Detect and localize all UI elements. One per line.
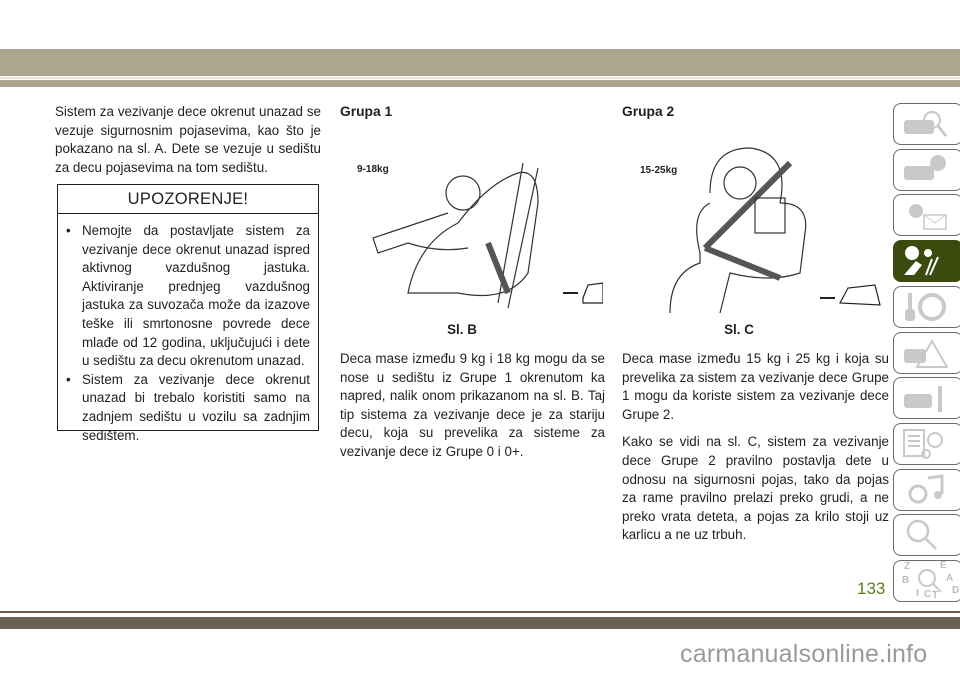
warning-item: • Nemojte da postavljate sistem za vezivanje dece okrenut unazad ispred aktivnog vazdušnog jastuka. Aktiviranje prednjeg vazdušnog jastuka za suvozača može da izazove teške ili smrtonosne povrede dece mlađe od 12 godina, uključujući i dete u sedištu za decu okrenutom unazad. — [66, 222, 310, 371]
search-icon[interactable] — [893, 514, 960, 556]
index-letter: A — [946, 573, 954, 584]
heading-group-2: Grupa 2 — [622, 104, 675, 119]
index-letter: E — [940, 560, 947, 571]
index-letter: I — [916, 588, 919, 599]
specifications-gear-icon[interactable] — [893, 423, 960, 465]
warning-item: • Sistem za vezivanje dece okrenut unazad bi trebalo koristiti samo na zadnjem sedištu u vozilu sa zadnjim sedištem. — [66, 371, 310, 445]
header-divider — [0, 77, 960, 79]
warning-box — [57, 184, 319, 443]
magnifier-icon — [916, 567, 946, 597]
car-search-icon[interactable] — [893, 103, 960, 145]
index-search-icon[interactable] — [893, 560, 960, 602]
column-2 — [340, 103, 605, 136]
car-service-icon[interactable] — [893, 377, 960, 419]
figure-group-1 — [348, 143, 603, 337]
car-info-icon[interactable] — [893, 149, 960, 191]
intro-paragraph: Sistem za vezivanje dece okrenut unazad se vezuje sigurnosnim pojasevima, kao što je pokazano na sl. A. Dete se vezuje u sedištu za decu pojasevima na tom sedištu. — [55, 104, 321, 175]
group-2-paragraph-1: Deca mase između 15 kg i 25 kg i koja su prevelika za sistem za vezivanje dece Grupe 1 mogu da koriste sistem za vezivanje dece Grupe 2. — [622, 351, 889, 422]
column-3-body — [622, 350, 889, 554]
group-1-paragraph: Deca mase između 9 kg i 18 kg mogu da se nose u sedištu iz Grupe 1 okrenutom ka napred, nalik onom prikazanom na sl. B. Taj tip sistema za vezivanje dece je za stariju decu, koja su prevelika za sisteme za vezivanje dece iz Grupe 0 i 0+. — [340, 351, 605, 459]
page-number: 133 — [857, 579, 886, 598]
airbag-seat-safety-icon[interactable] — [893, 240, 960, 282]
warning-title: UPOZORENJE! — [58, 185, 318, 214]
index-letter: D — [952, 585, 960, 596]
multimedia-icon[interactable] — [893, 469, 960, 511]
column-2-body — [340, 350, 605, 471]
car-emergency-icon[interactable] — [893, 332, 960, 374]
figure-caption: Sl. B — [447, 322, 477, 337]
index-letter: C — [924, 589, 932, 600]
figure-caption: Sl. C — [724, 322, 754, 337]
warning-light-message-icon[interactable] — [893, 194, 960, 236]
group-2-paragraph-2: Kako se vidi na sl. C, sistem za vezivanje dece Grupe 2 pravilno postavlja dete u odnosu na sigurnosni pojas, tako da pojas za rame pravilno prelazi preko grudi, a ne preko vrata deteta, a pojas za krilo stoji uz karlicu a ne uz trbuh. — [622, 434, 889, 543]
index-letter: B — [902, 575, 910, 586]
column-1 — [55, 103, 321, 186]
header-band-lower — [0, 80, 960, 87]
column-3 — [622, 103, 889, 136]
header-band — [0, 49, 960, 76]
footer-divider — [0, 611, 960, 613]
index-letter: T — [932, 590, 939, 601]
weight-label: 15-25kg — [640, 165, 678, 176]
heading-group-1: Grupa 1 — [340, 104, 393, 119]
index-letter: Z — [904, 561, 911, 572]
weight-label: 9-18kg — [357, 164, 389, 175]
footer-band — [0, 617, 960, 629]
watermark: carmanualsonline.info — [680, 640, 928, 668]
key-steering-wheel-icon[interactable] — [893, 286, 960, 328]
figure-group-2 — [630, 143, 885, 337]
